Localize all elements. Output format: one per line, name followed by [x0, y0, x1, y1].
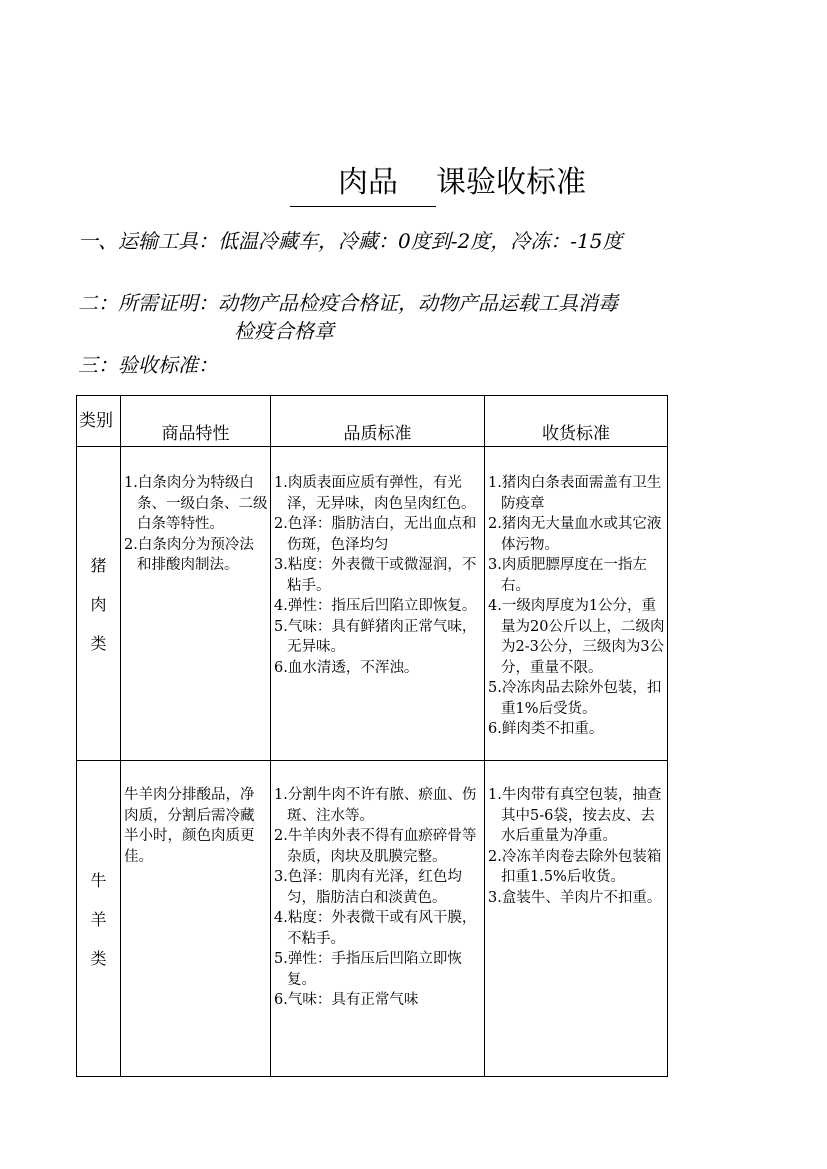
list-item: 2.牛羊肉外表不得有血瘀碎骨等杂质，肉块及肌膜完整。 [274, 828, 477, 865]
pork-receiving [485, 447, 668, 761]
list-item: 2.白条肉分为预冷法和排酸肉制法。 [124, 536, 254, 573]
header-quality: 品质标准 [271, 396, 485, 447]
list-item: 2.猪肉无大量血水或其它液体污物。 [488, 516, 662, 553]
list-item: 6.鲜肉类不扣重。 [488, 721, 604, 737]
category-beef-mutton: 牛 羊 类 [77, 761, 121, 1077]
list-item: 3.色泽：肌肉有光泽，红色均匀，脂肪洁白和淡黄色。 [274, 869, 462, 906]
beef-mutton-quality [271, 761, 485, 1077]
list-item: 5.气味：具有鲜猪肉正常气味，无异味。 [274, 618, 477, 655]
title-core: 肉品 [338, 160, 398, 207]
list-item: 4.粘度：外表微干或有风干膜，不粘手。 [274, 910, 477, 947]
header-category: 类别 [77, 396, 121, 447]
transport-requirement: 一、运输工具：低温冷藏车，冷藏：0度到-2度，冷冻：-15度 [78, 229, 623, 253]
category-pork: 猪 肉 类 [77, 447, 121, 761]
title-blank-underline-2 [398, 160, 436, 207]
list-item: 牛羊肉分排酸品，净肉质，分割后需冷藏半小时，颜色肉质更佳。 [124, 787, 255, 865]
header-traits: 商品特性 [121, 396, 271, 447]
pork-quality [271, 447, 485, 761]
standards-heading: 三：验收标准： [78, 353, 218, 377]
title-rest: 课验收标准 [436, 165, 586, 200]
list-item: 1.白条肉分为特级白条、一级白条、二级白条等特性。 [124, 475, 268, 532]
list-item: 3.粘度：外表微干或微湿润，不粘手。 [274, 557, 477, 594]
list-item: 1.猪肉白条表面需盖有卫生防疫章 [488, 475, 662, 512]
list-item: 4.一级肉厚度为1公分，重量为20公斤以上，二级肉为2-3公分，三级肉为3公分，重量不限。 [488, 598, 665, 676]
table-header-row [77, 396, 668, 447]
list-item: 6.血水清透，不浑浊。 [274, 659, 419, 676]
list-item: 5.冷冻肉品去除外包装，扣重1%后受货。 [488, 680, 662, 717]
list-item: 1.分割牛肉不许有脓、瘀血、伤斑、注水等。 [274, 787, 477, 824]
beef-mutton-receiving [485, 761, 668, 1077]
list-item: 4.弹性：指压后凹陷立即恢复。 [274, 598, 477, 614]
pork-traits [121, 447, 271, 761]
list-item: 1.牛肉带有真空包装，抽查其中5-6袋，按去皮、去水后重量为净重。 [488, 787, 662, 844]
list-item: 6.气味：具有正常气味 [274, 992, 419, 1008]
beef-mutton-traits [121, 761, 271, 1077]
list-item: 2.色泽：脂肪洁白，无出血点和伤斑，色泽均匀 [274, 516, 477, 553]
list-item: 5.弹性：手指压后凹陷立即恢复。 [274, 951, 462, 988]
header-receiving: 收货标准 [485, 396, 668, 447]
table-row-beef-mutton [77, 761, 668, 1077]
title-full-text: 肉品 课验收标准 [0, 1140, 8, 1141]
acceptance-standards-table [76, 395, 668, 1077]
list-item: 3.肉质肥膘厚度在一指左右。 [488, 557, 647, 594]
list-item: 3.盒装牛、羊肉片不扣重。 [488, 889, 662, 906]
list-item: 1.肉质表面应质有弹性，有光泽，无异味，肉色呈肉红色。 [274, 475, 476, 512]
certificates-requirement: 二：所需证明：动物产品检疫合格证，动物产品运载工具消毒 [78, 291, 618, 315]
table-row-pork [77, 447, 668, 761]
page-title [290, 160, 586, 206]
title-blank-underline [290, 160, 338, 207]
list-item: 2.冷冻羊肉卷去除外包装箱扣重1.5%后收货。 [488, 848, 662, 885]
certificates-requirement-cont: 检疫合格章 [234, 319, 334, 343]
